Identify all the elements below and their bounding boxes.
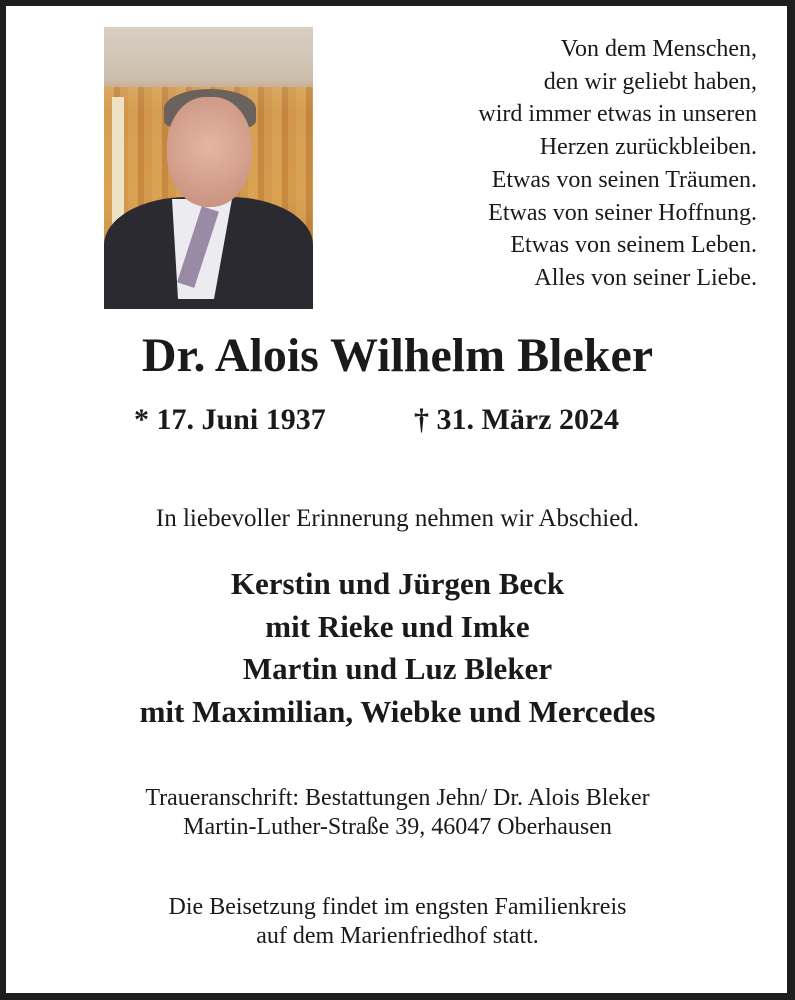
mourner-line: mit Rieke und Imke	[265, 608, 530, 644]
poem-line: wird immer etwas in unseren	[478, 101, 757, 128]
portrait-photo	[104, 27, 313, 309]
address-line: Traueranschrift: Bestattungen Jehn/ Dr. Alois Bleker	[145, 785, 650, 811]
poem-line: Alles von seiner Liebe.	[534, 264, 757, 291]
burial-notice	[0, 893, 795, 951]
poem-line: Etwas von seinen Träumen.	[491, 166, 757, 193]
burial-line: auf dem Marienfriedhof statt.	[256, 923, 539, 949]
address-line: Martin-Luther-Straße 39, 46047 Oberhausen	[183, 814, 612, 840]
birth-date: * 17. Juni 1937	[134, 403, 326, 436]
poem	[478, 33, 757, 295]
burial-line: Die Beisetzung findet im engsten Familienkreis	[168, 894, 627, 920]
farewell-text: In liebevoller Erinnerung nehmen wir Abschied.	[155, 505, 640, 532]
poem-line: Etwas von seinem Leben.	[510, 232, 757, 259]
photo-face	[167, 97, 252, 207]
mourners-list	[0, 563, 795, 733]
mourning-address	[0, 784, 795, 842]
poem-line: Etwas von seiner Hoffnung.	[488, 199, 757, 226]
deceased-name: Dr. Alois Wilhelm Bleker	[141, 329, 654, 382]
death-date: † 31. März 2024	[414, 403, 619, 436]
mourner-line: mit Maximilian, Wiebke und Mercedes	[139, 693, 656, 729]
mourner-line: Martin und Luz Bleker	[242, 651, 553, 686]
poem-line: Von dem Menschen,	[560, 36, 757, 62]
poem-line: den wir geliebt haben,	[543, 68, 757, 95]
poem-line: Herzen zurückbleiben.	[539, 134, 757, 161]
mourner-line: Kerstin und Jürgen Beck	[230, 566, 565, 601]
